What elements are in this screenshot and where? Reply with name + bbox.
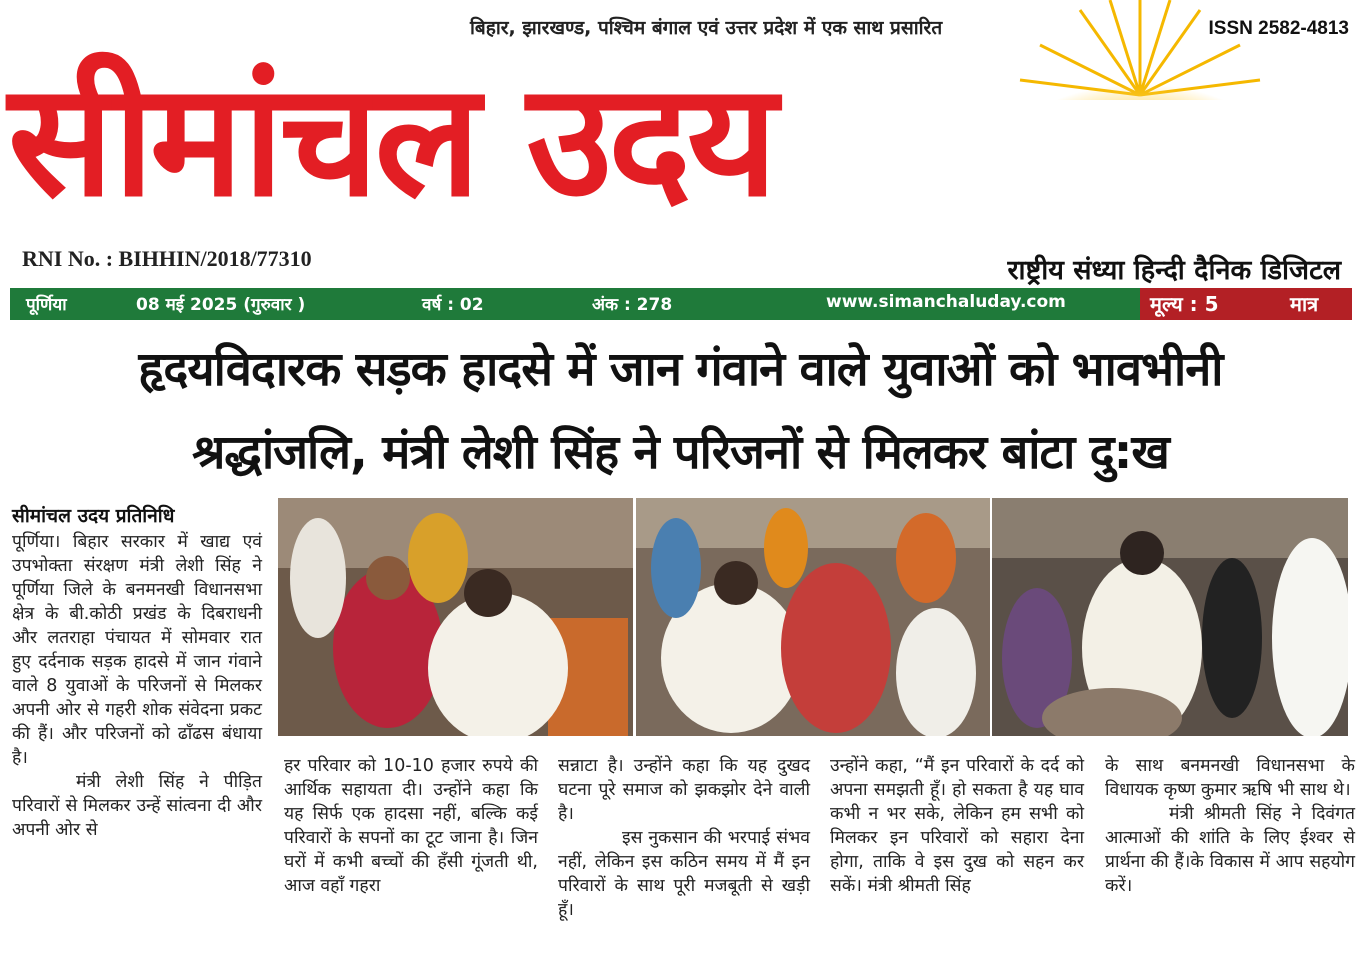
paragraph: उन्होंने कहा, “मैं इन परिवारों के दर्द को अपना समझती हूँ। हो सकता है यह घाव कभी न भर सके, लेकिन हम सभी को मिलकर इन परिवारों को सहारा देना होगा, ताकि वे इस दुख को सहन कर सकें। मंत्री श्रीमती सिंह bbox=[830, 756, 1084, 896]
paragraph: मंत्री लेशी सिंह ने पीड़ित परिवारों से मिलकर उन्हें सांत्वना दी और अपनी ओर से bbox=[12, 772, 262, 840]
article-column-3 bbox=[558, 754, 810, 922]
paragraph: मंत्री श्रीमती सिंह ने दिवंगत आत्माओं की शांति के लिए ईश्वर से प्रार्थना की हैं।के विकास में आप सहयोग करें। bbox=[1105, 804, 1355, 896]
paragraph: सन्नाटा है। उन्होंने कहा कि यह दुखद घटना पूरे समाज को झकझोर देने वाली है। bbox=[558, 756, 810, 824]
paragraph: के साथ बनमनखी विधानसभा के विधायक कृष्ण कुमार ऋषि भी साथ थे। bbox=[1105, 756, 1355, 800]
news-photo-1 bbox=[278, 498, 633, 736]
edition-issue: अंक : 278 bbox=[592, 295, 673, 315]
edition-date: 08 मई 2025 (गुरुवार ) bbox=[136, 295, 306, 315]
info-bar bbox=[10, 288, 1352, 320]
masthead-title: सीमांचल उदय bbox=[8, 49, 774, 231]
article-column-5 bbox=[1105, 754, 1355, 898]
masthead-tagline: बिहार, झारखण्ड, पश्चिम बंगाल एवं उत्तर प्रदेश में एक साथ प्रसारित bbox=[470, 17, 943, 39]
price-unit: मात्र bbox=[1290, 292, 1319, 316]
issn-number: ISSN 2582-4813 bbox=[1208, 18, 1349, 39]
news-photo-3 bbox=[992, 498, 1348, 736]
website-link[interactable]: www.simanchaluday.com bbox=[826, 292, 1066, 312]
article-column-4 bbox=[830, 754, 1084, 898]
edition-year: वर्ष : 02 bbox=[422, 295, 484, 315]
article-column-1 bbox=[12, 530, 262, 842]
price-box bbox=[1140, 288, 1352, 320]
news-photo-2 bbox=[636, 498, 990, 736]
rni-number: RNI No. : BIHHIN/2018/77310 bbox=[22, 246, 312, 271]
headline-line-2: श्रद्धांजलि, मंत्री लेशी सिंह ने परिजनों से मिलकर बांटा दु:ख bbox=[192, 425, 1169, 480]
byline: सीमांचल उदय प्रतिनिधि bbox=[12, 505, 175, 527]
price-label: मूल्य : 5 bbox=[1150, 292, 1219, 316]
headline-line-1: हृदयविदारक सड़क हादसे में जान गंवाने वाले युवाओं को भावभीनी bbox=[138, 342, 1223, 397]
edition-city: पूर्णिया bbox=[26, 295, 67, 315]
paragraph: पूर्णिया। बिहार सरकार में खाद्य एवं उपभोक्ता संरक्षण मंत्री लेशी सिंह ने पूर्णिया जिले के बनमनखी विधानसभा क्षेत्र के बी.कोठी प्रखंड के दिबराधनी और लतराहा पंचायत में सोमवार रात हुए दर्दनाक सड़क हादसे में जान गंवाने वाले 8 युवाओं के परिजनों से मिलकर अपनी ओर से गहरी शोक संवेदना प्रकट की हैं। और परिजनों को ढाँढस बंधाया है। bbox=[12, 532, 262, 768]
paragraph: हर परिवार को 10-10 हजार रुपये की आर्थिक सहायता दी। उन्होंने कहा कि यह सिर्फ एक हादसा नहीं, बल्कि कई परिवारों के सपनों का टूट जाना है। जिन घरों में कभी बच्चों की हँसी गूंजती थी, आज वहाँ गहरा bbox=[284, 756, 538, 896]
paragraph: इस नुकसान की भरपाई संभव नहीं, लेकिन इस कठिन समय में मैं इन परिवारों के साथ पूरी मजबूती से खड़ी हूँ। bbox=[558, 828, 810, 920]
sun-logo-icon bbox=[1010, 0, 1270, 100]
article-column-2 bbox=[284, 754, 538, 898]
masthead-subtitle: राष्ट्रीय संध्या हिन्दी दैनिक डिजिटल bbox=[1007, 255, 1341, 286]
